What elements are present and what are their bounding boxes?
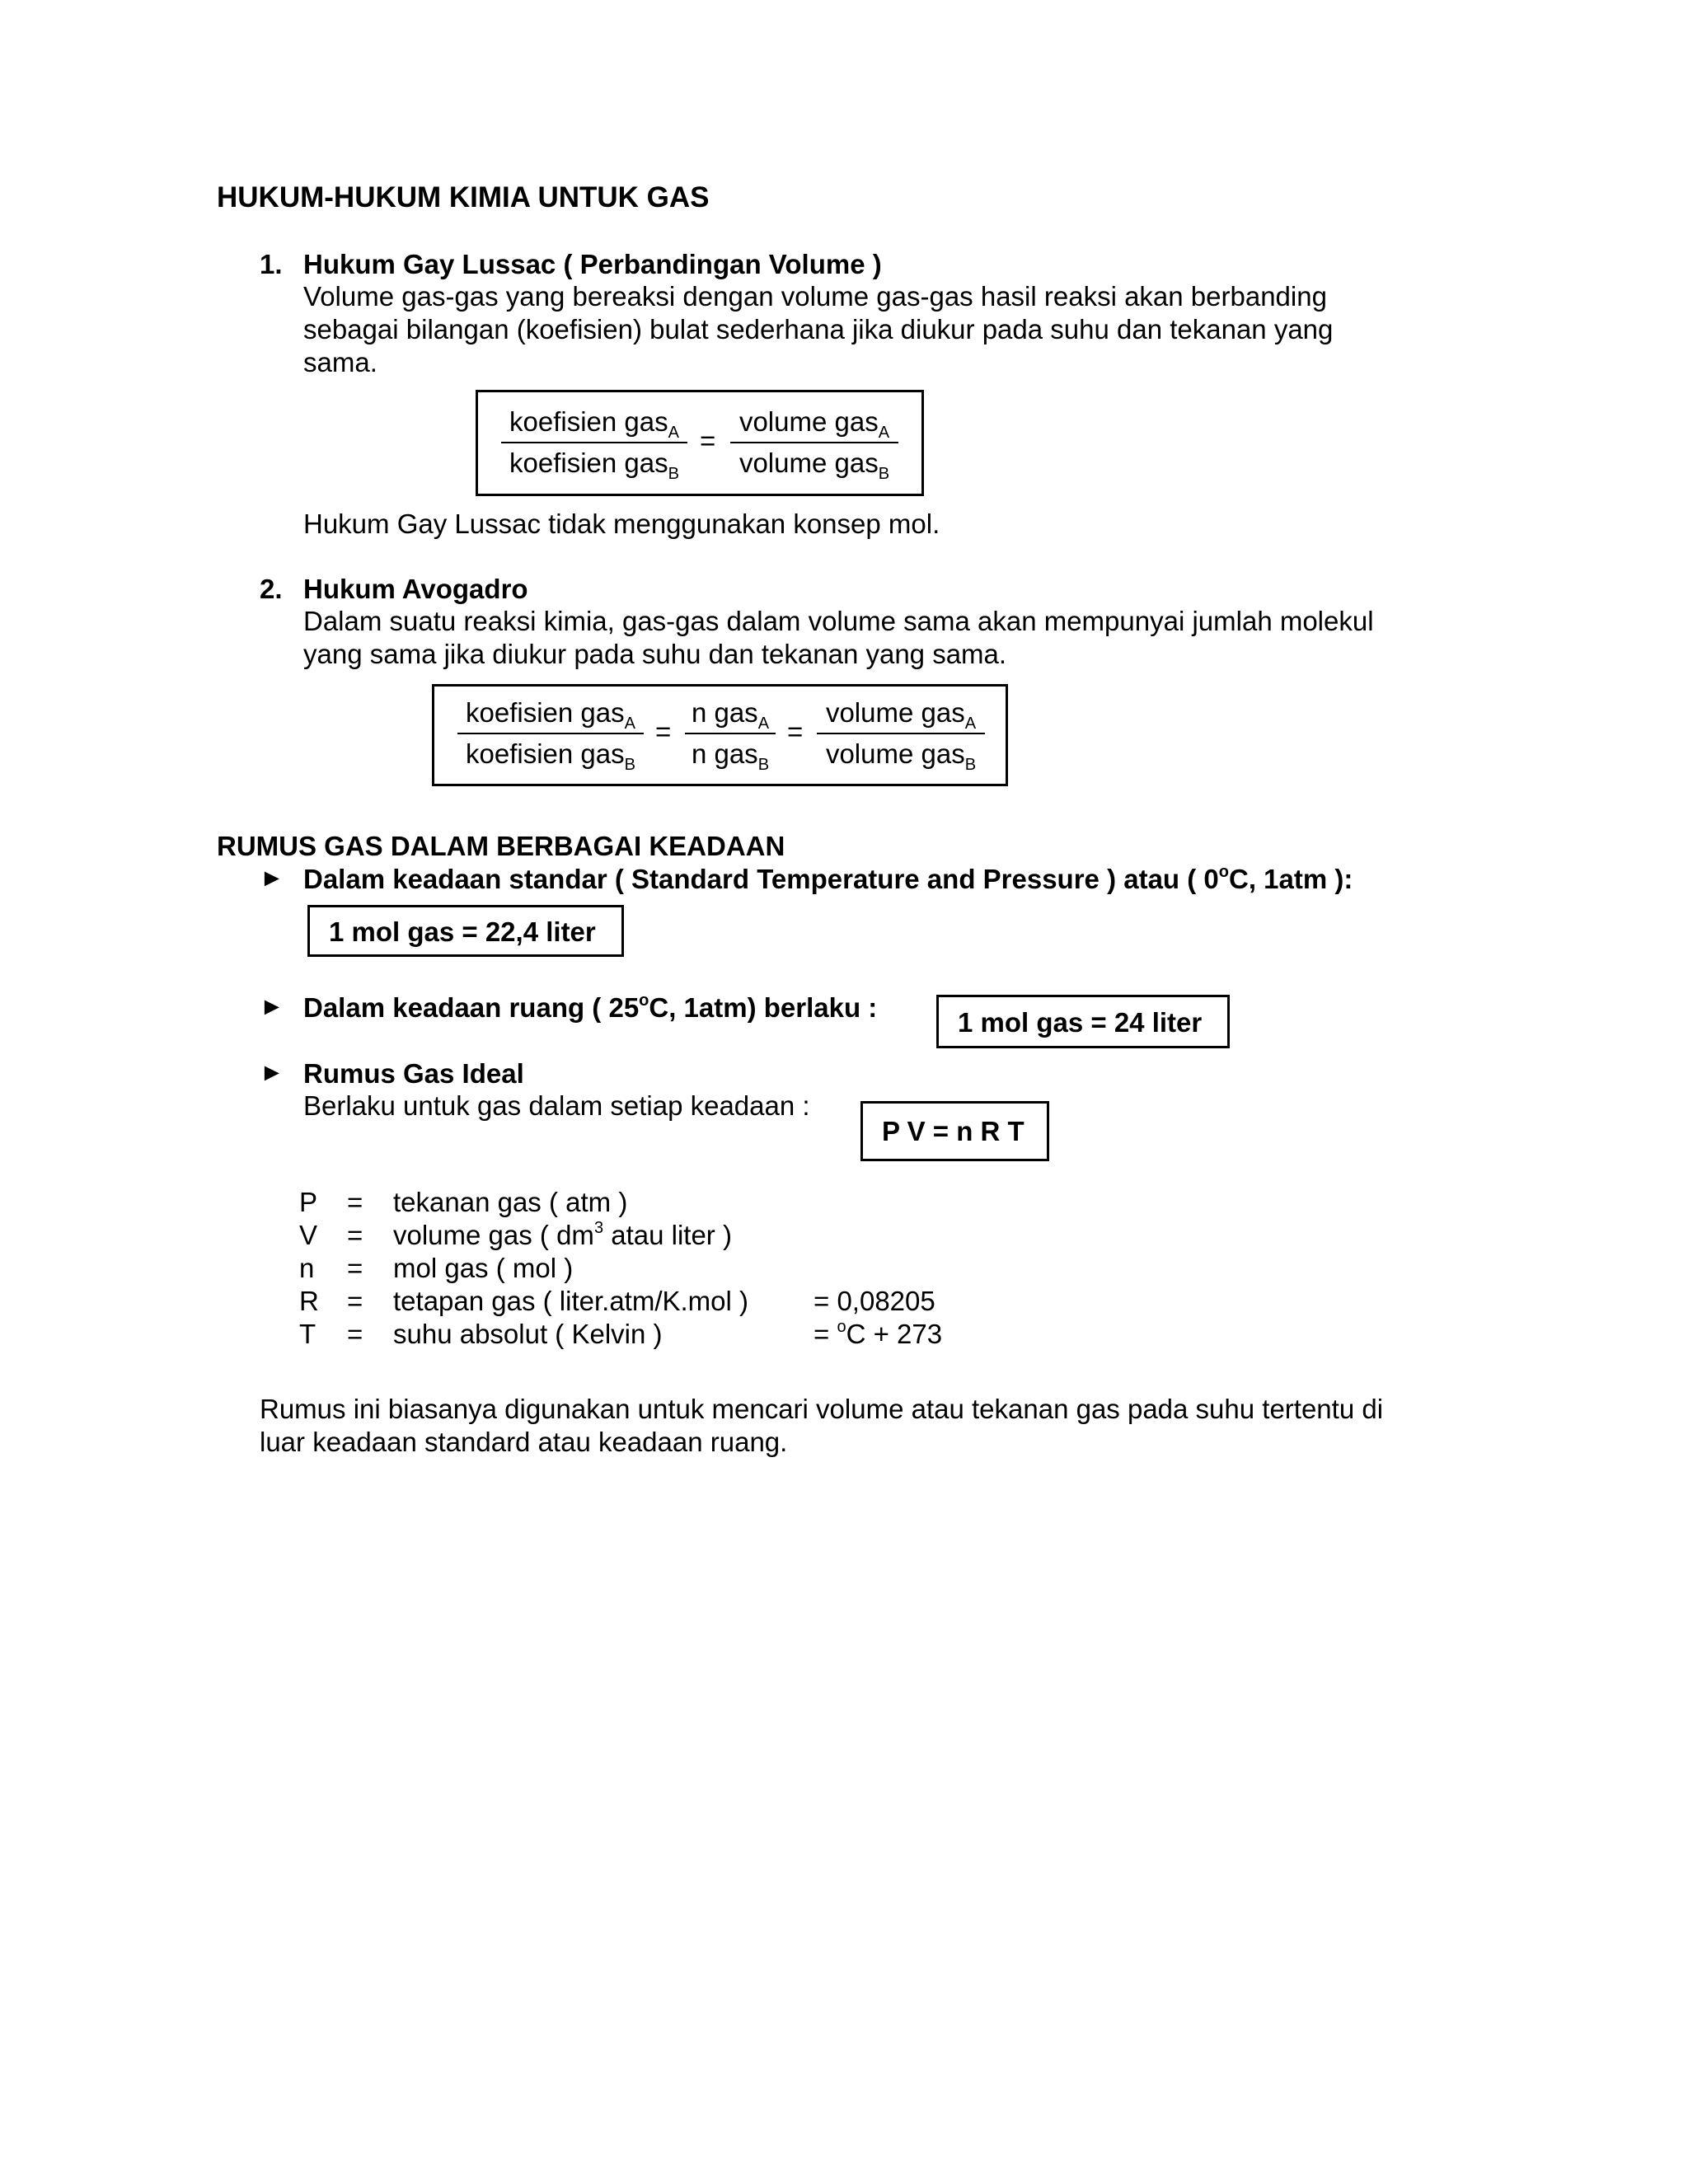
fraction-bar — [457, 733, 644, 734]
variable-symbol: V — [299, 1220, 318, 1250]
bullet-3-subtext: Berlaku untuk gas dalam setiap keadaan : — [303, 1090, 810, 1121]
gay-lussac-fraction-koefisien — [501, 404, 687, 481]
variable-value: = 0,08205 — [814, 1286, 935, 1316]
stp-volume-text: 1 mol gas = 22,4 liter — [329, 916, 596, 947]
black-right-pointer-icon: ► — [260, 1059, 284, 1086]
section-2-line-2: yang sama jika diukur pada suhu dan tekanan yang sama. — [303, 639, 1007, 669]
closing-line-1: Rumus ini biasanya digunakan untuk mencari volume atau tekanan gas pada suhu tertentu di — [260, 1394, 1384, 1424]
variable-equals: = — [347, 1319, 363, 1349]
gay-lussac-fraction-volume — [730, 404, 898, 481]
degree-superscript: o — [639, 991, 649, 1010]
fraction-numerator — [457, 695, 644, 731]
variable-symbol: R — [299, 1286, 319, 1316]
bullet-1-text-post: C, 1atm ): — [1229, 864, 1353, 894]
fraction-numerator — [817, 695, 985, 731]
subscript: A — [757, 715, 770, 733]
subscript: A — [624, 715, 635, 733]
section-2-line-1: Dalam suatu reaksi kimia, gas-gas dalam volume sama akan mempunyai jumlah molekul — [303, 606, 1374, 636]
bullet-2-text — [303, 992, 877, 1024]
description-pre: volume gas ( dm — [393, 1220, 594, 1250]
section-1-number: 1. — [260, 249, 283, 279]
subscript: A — [878, 424, 890, 442]
variable-equals: = — [347, 1187, 363, 1217]
variable-description: mol gas ( mol ) — [393, 1253, 574, 1283]
term-text: koefisien gas — [466, 738, 625, 769]
fraction-denominator — [457, 736, 644, 772]
bullet-2-text-pre: Dalam keadaan ruang ( 25 — [303, 992, 640, 1023]
section-1-line-1: Volume gas-gas yang bereaksi dengan volume gas-gas hasil reaksi akan berbanding — [303, 281, 1327, 312]
page-title: HUKUM-HUKUM KIMIA UNTUK GAS — [217, 181, 710, 213]
variable-description: tekanan gas ( atm ) — [393, 1187, 628, 1217]
fraction-numerator — [685, 695, 776, 731]
term-text: n gas — [691, 738, 758, 769]
subscript: A — [668, 424, 679, 442]
description-post: atau liter ) — [603, 1220, 732, 1250]
ideal-gas-formula-box — [860, 1101, 1049, 1161]
subscript: B — [668, 465, 679, 483]
avogadro-equation-box — [432, 684, 1008, 786]
fraction-denominator — [730, 445, 898, 481]
black-right-pointer-icon: ► — [260, 865, 284, 892]
term-text: volume gas — [825, 697, 965, 728]
fraction-bar — [501, 442, 687, 443]
subscript: B — [757, 756, 770, 774]
equals-sign: = — [655, 716, 672, 747]
section-1-note: Hukum Gay Lussac tidak menggunakan konsep mol. — [303, 509, 940, 539]
closing-paragraph — [260, 1393, 1383, 1459]
bullet-3-heading: Rumus Gas Ideal — [303, 1058, 524, 1089]
bullet-1-text-pre: Dalam keadaan standar ( Standard Temperature and Pressure ) atau ( 0 — [303, 864, 1219, 894]
fraction-denominator — [817, 736, 985, 772]
rtp-volume-text: 1 mol gas = 24 liter — [958, 1007, 1203, 1038]
variable-equals: = — [347, 1220, 363, 1250]
degree-superscript: o — [1218, 863, 1229, 881]
equals-sign: = — [787, 716, 804, 747]
fraction-bar — [685, 733, 776, 734]
value-post: C + 273 — [846, 1319, 943, 1349]
fraction-bar — [730, 442, 898, 443]
term-text: koefisien gas — [509, 406, 668, 437]
closing-line-2: luar keadaan standard atau keadaan ruang. — [260, 1427, 788, 1457]
fraction-numerator — [501, 404, 687, 440]
variable-description — [393, 1220, 732, 1251]
equals-sign: = — [700, 425, 716, 456]
section-1-line-3: sama. — [303, 347, 377, 377]
section-2-heading: Hukum Avogadro — [303, 574, 528, 604]
value-pre: = — [814, 1319, 837, 1349]
gay-lussac-equation-box — [476, 390, 924, 496]
black-right-pointer-icon: ► — [260, 993, 284, 1020]
variable-description: tetapan gas ( liter.atm/K.mol ) — [393, 1286, 749, 1316]
subscript: B — [624, 756, 635, 774]
subscript: B — [878, 465, 890, 483]
variable-description: suhu absolut ( Kelvin ) — [393, 1319, 663, 1349]
section-1-body — [303, 280, 1333, 379]
avogadro-fraction-n — [685, 695, 776, 772]
subscript: B — [964, 756, 977, 774]
section-1-heading: Hukum Gay Lussac ( Perbandingan Volume ) — [303, 249, 882, 279]
fraction-denominator — [501, 445, 687, 481]
stp-volume-box — [307, 905, 624, 957]
term-text: koefisien gas — [466, 697, 625, 728]
avogadro-fraction-koefisien — [457, 695, 644, 772]
variable-symbol: n — [299, 1253, 315, 1283]
avogadro-fraction-volume — [817, 695, 985, 772]
section-3-heading: RUMUS GAS DALAM BERBAGAI KEADAAN — [217, 831, 785, 861]
bullet-1-text — [303, 864, 1353, 895]
variable-symbol: P — [299, 1187, 318, 1217]
variable-equals: = — [347, 1253, 363, 1283]
term-text: n gas — [691, 697, 758, 728]
fraction-bar — [817, 733, 985, 734]
section-1-line-2: sebagai bilangan (koefisien) bulat sederhana jika diukur pada suhu dan tekanan yang — [303, 314, 1334, 344]
ideal-gas-formula-text: P V = n R T — [882, 1116, 1025, 1146]
degree-superscript: o — [837, 1318, 846, 1336]
section-2-number: 2. — [260, 574, 283, 604]
term-text: volume gas — [738, 448, 879, 478]
fraction-denominator — [685, 736, 776, 772]
cube-superscript: 3 — [593, 1219, 604, 1237]
section-2-body — [303, 605, 1374, 671]
term-text: volume gas — [825, 738, 965, 769]
variable-equals: = — [347, 1286, 363, 1316]
variable-value — [814, 1319, 942, 1350]
fraction-numerator — [730, 404, 898, 440]
term-text: koefisien gas — [509, 448, 668, 478]
variable-symbol: T — [299, 1319, 316, 1349]
term-text: volume gas — [738, 406, 879, 437]
rtp-volume-box — [936, 995, 1230, 1048]
subscript: A — [964, 715, 977, 733]
bullet-2-text-post: C, 1atm) berlaku : — [649, 992, 878, 1023]
